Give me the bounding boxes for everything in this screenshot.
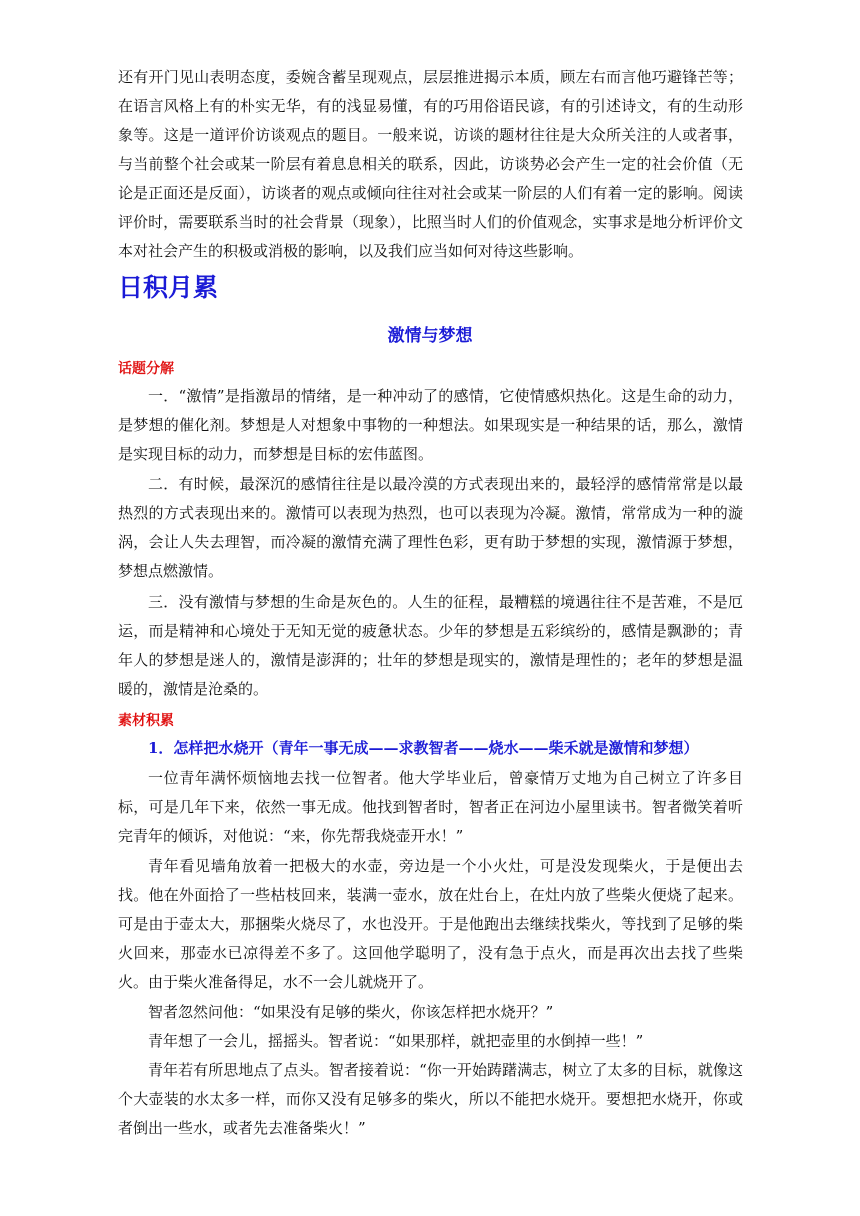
- materials-heading: 素材积累: [118, 713, 174, 729]
- topic-analysis-heading: 话题分解: [118, 361, 174, 377]
- story-paragraph-3: 智者忽然问他：“如果没有足够的柴火，你该怎样把水烧开？”: [148, 1003, 554, 1021]
- intro-paragraph: 还有开门见山表明态度，委婉含蓄呈现观点，层层推进揭示本质，顾左右而言他巧避锋芒等；在语言风格上有的朴实无华，有的浅显易懂，有的巧用俗语民谚，有的引述诗文，有的生动形象等。这是一道评价访谈观点的题目。一般来说，访谈的题材往往是大众所关注的人或者事，与当前整个社会或某一阶层有着息息相关的联系，因此，访谈势必会产生一定的社会价值（无论是正面还是反面），访谈者的观点或倾向往往对社会或某一阶层的人们有着一定的影响。阅读评价时，需要联系当时的社会背景（现象），比照当时人们的价值观念，实事求是地分析评价文本对社会产生的积极或消极的影响，以及我们应当如何对待这些影响。: [118, 68, 743, 260]
- story-paragraph-5: 青年若有所思地点了点头。智者接着说：“你一开始踌躇满志，树立了太多的目标，就像这个大壶装的水太多一样，而你又没有足够多的柴火，所以不能把水烧开。要想把水烧开，你或者倒出一些水，或者先去准备柴火！”: [118, 1061, 743, 1137]
- story-paragraph-4: 青年想了一会儿，摇摇头。智者说：“如果那样，就把壶里的水倒掉一些！”: [148, 1032, 644, 1050]
- topic-point-2: 二．有时候，最深沉的感情往往是以最冷漠的方式表现出来的，最轻浮的感情常常是以最热烈的方式表现出来的。激情可以表现为热烈，也可以表现为冷凝。激情，常常成为一种的漩涡，会让人失去理智，而冷凝的激情充满了理性色彩，更有助于梦想的实现，激情源于梦想，梦想点燃激情。: [118, 475, 743, 580]
- topic-point-3: 三．没有激情与梦想的生命是灰色的。人生的征程，最糟糕的境遇往往不是苦难，不是厄运，而是精神和心境处于无知无觉的疲惫状态。少年的梦想是五彩缤纷的，感情是飘渺的；青年人的梦想是迷人的，激情是澎湃的；壮年的梦想是现实的，激情是理性的；老年的梦想是温暖的，激情是沧桑的。: [118, 593, 743, 698]
- story-paragraph-2: 青年看见墙角放着一把极大的水壶，旁边是一个小火灶，可是没发现柴火，于是便出去找。他在外面拾了一些枯枝回来，装满一壶水，放在灶台上，在灶内放了些柴火便烧了起来。可是由于壶太大，那捆柴火烧尽了，水也没开。于是他跑出去继续找柴火，等找到了足够的柴火回来，那壶水已凉得差不多了。这回他学聪明了，没有急于点火，而是再次出去找了些柴火。由于柴火准备得足，水不一会儿就烧开了。: [118, 857, 743, 991]
- section-title: 日积月累: [118, 273, 219, 302]
- topic-title: 激情与梦想: [387, 326, 473, 346]
- story-paragraph-1: 一位青年满怀烦恼地去找一位智者。他大学毕业后，曾豪情万丈地为自己树立了许多目标，可是几年下来，依然一事无成。他找到智者时，智者正在河边小屋里读书。智者微笑着听完青年的倾诉，对他说：“来，你先帮我烧壶开水！”: [118, 769, 743, 845]
- topic-point-1: 一．“激情”是指激昂的情绪，是一种冲动了的感情，它使情感炽热化。这是生命的动力，是梦想的催化剂。梦想是人对想象中事物的一种想法。如果现实是一种结果的话，那么，激情是实现目标的动力，而梦想是目标的宏伟蓝图。: [118, 387, 743, 463]
- story-title: 1．怎样把水烧开（青年一事无成——求教智者——烧水——柴禾就是激情和梦想）: [148, 739, 699, 757]
